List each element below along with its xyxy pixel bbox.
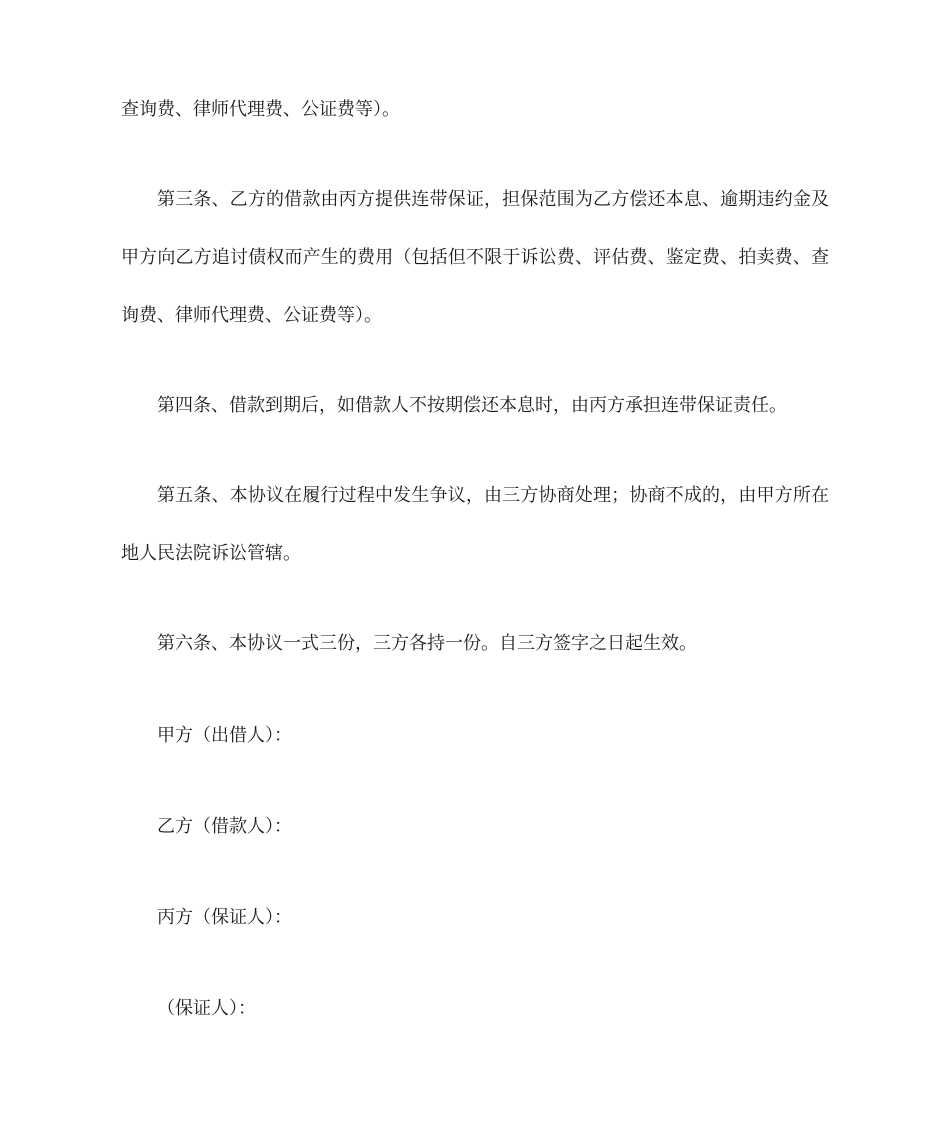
- article-3-line-3: 询费、律师代理费、公证费等）。: [121, 305, 382, 326]
- signature-guarantor: 丙方（保证人）：: [157, 907, 292, 928]
- article-5-line-2: 地人民法院诉讼管辖。: [121, 543, 301, 564]
- text-line-continuation: 查询费、律师代理费、公证费等）。: [121, 99, 400, 120]
- signature-borrower: 乙方（借款人）：: [157, 816, 292, 837]
- signature-guarantor-2: （保证人）：: [157, 998, 256, 1019]
- article-5-line-1: 第五条、本协议在履行过程中发生争议，由三方协商处理；协商不成的，由甲方所在: [157, 485, 829, 506]
- article-4: 第四条、借款到期后，如借款人不按期偿还本息时，由丙方承担连带保证责任。: [157, 395, 787, 416]
- signature-lender: 甲方（出借人）：: [157, 725, 292, 746]
- article-3-line-2: 甲方向乙方追讨债权而产生的费用（包括但不限于诉讼费、评估费、鉴定费、拍卖费、查: [121, 247, 829, 268]
- article-6: 第六条、本协议一式三份，三方各持一份。自三方签字之日起生效。: [157, 633, 697, 654]
- article-3-line-1: 第三条、乙方的借款由丙方提供连带保证，担保范围为乙方偿还本息、逾期违约金及: [157, 189, 829, 210]
